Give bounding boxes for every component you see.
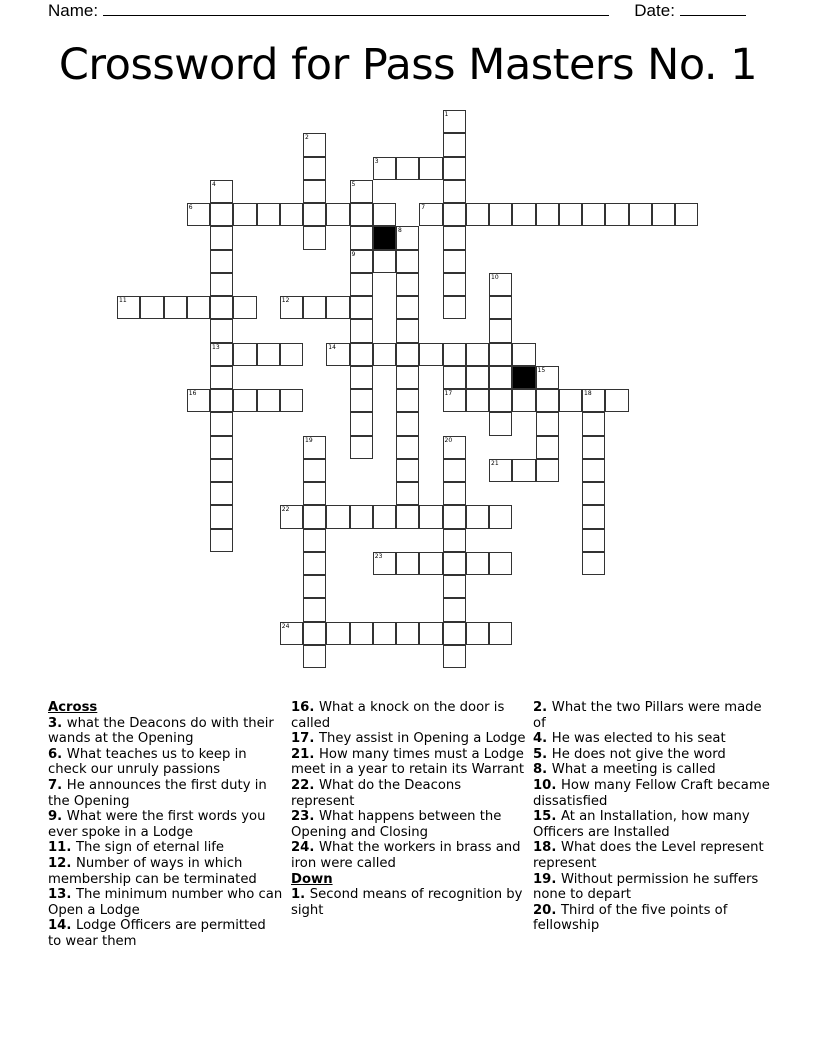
grid-cell[interactable] bbox=[419, 505, 442, 528]
grid-cell[interactable] bbox=[326, 622, 349, 645]
grid-cell[interactable] bbox=[210, 226, 233, 249]
clue-item: 24. What the workers in brass and iron were called bbox=[291, 840, 521, 871]
grid-cell[interactable] bbox=[396, 412, 419, 435]
grid-cell[interactable] bbox=[303, 529, 326, 552]
grid-cell[interactable] bbox=[210, 203, 233, 226]
grid-cell[interactable] bbox=[489, 343, 512, 366]
grid-cell[interactable] bbox=[396, 436, 419, 459]
grid-cell[interactable] bbox=[210, 366, 233, 389]
grid-cell[interactable] bbox=[350, 343, 373, 366]
clue-number: 5 bbox=[351, 180, 356, 188]
clue-number: 9 bbox=[351, 250, 356, 258]
grid-cell[interactable] bbox=[489, 552, 512, 575]
clue-number: 21 bbox=[491, 459, 499, 467]
clue-item: 2. What the two Pillars were made of bbox=[533, 700, 762, 731]
grid-cell[interactable] bbox=[652, 203, 675, 226]
grid-cell[interactable] bbox=[443, 436, 466, 459]
grid-cell[interactable] bbox=[350, 319, 373, 342]
grid-cell[interactable] bbox=[443, 296, 466, 319]
grid-cell[interactable] bbox=[210, 482, 233, 505]
clue-item: 6. What teaches us to keep in check our unruly passions bbox=[48, 746, 247, 778]
grid-cell[interactable] bbox=[396, 250, 419, 273]
grid-cell[interactable] bbox=[396, 482, 419, 505]
clue-number: 8 bbox=[398, 227, 402, 235]
grid-cell[interactable] bbox=[187, 389, 210, 412]
grid-cell[interactable] bbox=[373, 552, 396, 575]
grid-cell[interactable] bbox=[210, 529, 233, 552]
grid-cell[interactable] bbox=[396, 343, 419, 366]
grid-cell[interactable] bbox=[350, 622, 373, 645]
grid-cell[interactable] bbox=[605, 389, 628, 412]
grid-cell[interactable] bbox=[373, 343, 396, 366]
clue-number: 14 bbox=[328, 343, 336, 351]
grid-cell[interactable] bbox=[443, 250, 466, 273]
clue-item: 8. What a meeting is called bbox=[533, 762, 716, 778]
clue-item: 16. What a knock on the door is called bbox=[291, 700, 505, 731]
grid-cell[interactable] bbox=[303, 575, 326, 598]
clue-number: 24 bbox=[281, 622, 290, 630]
grid-cell[interactable] bbox=[257, 203, 280, 226]
clue-item: 3. what the Deacons do with their wands at the Opening bbox=[48, 715, 274, 747]
grid-cell[interactable] bbox=[489, 366, 512, 389]
grid-cell[interactable] bbox=[303, 226, 326, 249]
grid-cell[interactable] bbox=[443, 366, 466, 389]
grid-cell[interactable] bbox=[257, 389, 280, 412]
grid-cell[interactable] bbox=[396, 319, 419, 342]
grid-cell[interactable] bbox=[466, 366, 489, 389]
grid-cell[interactable] bbox=[303, 133, 326, 156]
grid-cell[interactable] bbox=[187, 203, 210, 226]
grid-cell[interactable] bbox=[443, 133, 466, 156]
grid-cell[interactable] bbox=[489, 296, 512, 319]
black-cell bbox=[512, 366, 535, 389]
clue-number: 16 bbox=[188, 390, 197, 397]
grid-cell[interactable] bbox=[489, 459, 512, 482]
grid-cell[interactable] bbox=[350, 296, 373, 319]
grid-cell[interactable] bbox=[210, 505, 233, 528]
grid-cell[interactable] bbox=[466, 343, 489, 366]
grid-cell[interactable] bbox=[396, 459, 419, 482]
grid-cell[interactable] bbox=[605, 203, 628, 226]
page-title: Crossword for Pass Masters No. 1 bbox=[58, 40, 758, 90]
grid-cell[interactable] bbox=[117, 296, 140, 319]
clue-item: 5. He does not give the word bbox=[533, 746, 726, 762]
grid-cell[interactable] bbox=[350, 412, 373, 435]
clue-item: 19. Without permission he suffers none to depart bbox=[533, 871, 759, 903]
grid-cell[interactable] bbox=[303, 436, 326, 459]
grid-cell[interactable] bbox=[582, 412, 605, 435]
grid-cell[interactable] bbox=[582, 203, 605, 226]
grid-cell[interactable] bbox=[443, 529, 466, 552]
clue-item: 15. At an Installation, how many Officers are Installed bbox=[533, 809, 750, 840]
grid-cell[interactable] bbox=[350, 436, 373, 459]
grid-cell[interactable] bbox=[210, 319, 233, 342]
grid-cell[interactable] bbox=[210, 459, 233, 482]
date-field[interactable] bbox=[680, 0, 746, 16]
grid-cell[interactable] bbox=[419, 203, 442, 226]
grid-cell[interactable] bbox=[210, 436, 233, 459]
clue-number: 19 bbox=[305, 436, 313, 444]
clue-number: 20 bbox=[444, 436, 453, 444]
grid-cell[interactable] bbox=[536, 389, 559, 412]
clue-number: 6 bbox=[188, 204, 193, 211]
grid-cell[interactable] bbox=[303, 180, 326, 203]
grid-cell[interactable] bbox=[466, 505, 489, 528]
grid-cell[interactable] bbox=[303, 203, 326, 226]
grid-cell[interactable] bbox=[350, 366, 373, 389]
grid-cell[interactable] bbox=[443, 203, 466, 226]
clue-number: 18 bbox=[584, 390, 592, 397]
grid-cell[interactable] bbox=[396, 296, 419, 319]
clue-item: 21. How many times must a Lodge meet in a year to retain its Warrant bbox=[291, 746, 525, 778]
grid-cell[interactable] bbox=[396, 622, 419, 645]
grid-cell[interactable] bbox=[350, 273, 373, 296]
grid-cell[interactable] bbox=[466, 622, 489, 645]
clue-number: 12 bbox=[281, 297, 290, 304]
grid-cell[interactable] bbox=[443, 389, 466, 412]
clue-item: 17. They assist in Opening a Lodge bbox=[291, 731, 526, 747]
grid-cell[interactable] bbox=[512, 203, 535, 226]
grid-cell[interactable] bbox=[303, 157, 326, 180]
grid-cell[interactable] bbox=[419, 552, 442, 575]
grid-cell[interactable] bbox=[536, 366, 559, 389]
clue-number: 2 bbox=[305, 134, 309, 142]
grid-cell[interactable] bbox=[396, 505, 419, 528]
grid-cell[interactable] bbox=[512, 459, 535, 482]
grid-cell[interactable] bbox=[350, 505, 373, 528]
grid-cell[interactable] bbox=[326, 203, 349, 226]
black-cell bbox=[373, 226, 396, 249]
grid-cell[interactable] bbox=[233, 296, 256, 319]
grid-cell[interactable] bbox=[373, 622, 396, 645]
clue-item: 12. Number of ways in which membership can be terminated bbox=[48, 855, 257, 887]
grid-cell[interactable] bbox=[512, 389, 535, 412]
name-date-header bbox=[48, 0, 746, 21]
clue-item: 14. Lodge Officers are permitted to wear them bbox=[48, 918, 266, 949]
grid-cell[interactable] bbox=[489, 389, 512, 412]
grid-cell[interactable] bbox=[419, 157, 442, 180]
clue-number: 7 bbox=[421, 204, 426, 211]
grid-cell[interactable] bbox=[280, 622, 303, 645]
grid-cell[interactable] bbox=[326, 296, 349, 319]
clues-column-1 bbox=[48, 700, 283, 950]
clue-item: 23. What happens between the Opening and Closing bbox=[291, 809, 502, 840]
clue-number: 1 bbox=[444, 111, 449, 118]
grid-cell[interactable] bbox=[489, 622, 512, 645]
clue-item: 9. What were the first words you ever spoke in a Lodge bbox=[48, 809, 266, 840]
grid-cell[interactable] bbox=[233, 343, 256, 366]
grid-cell[interactable] bbox=[443, 505, 466, 528]
clues-column-2 bbox=[291, 700, 526, 918]
clue-item: 13. The minimum number who can Open a Lodge bbox=[48, 887, 283, 918]
grid-cell[interactable] bbox=[350, 180, 373, 203]
grid-cell[interactable] bbox=[582, 389, 605, 412]
clue-item: 1. Second means of recognition by sight bbox=[291, 887, 523, 918]
grid-cell[interactable] bbox=[443, 575, 466, 598]
grid-cell[interactable] bbox=[536, 203, 559, 226]
grid-cell[interactable] bbox=[396, 226, 419, 249]
date-label: Date: bbox=[634, 1, 675, 20]
grid-cell[interactable] bbox=[559, 203, 582, 226]
grid-cell[interactable] bbox=[303, 505, 326, 528]
grid-cell[interactable] bbox=[466, 203, 489, 226]
grid-cell[interactable] bbox=[582, 436, 605, 459]
grid-cell[interactable] bbox=[396, 552, 419, 575]
clue-item: 11. The sign of eternal life bbox=[48, 840, 224, 856]
clue-number: 22 bbox=[281, 506, 290, 514]
clue-item: 7. He announces the first duty in the Opening bbox=[48, 777, 267, 809]
grid-cell[interactable] bbox=[443, 598, 466, 621]
grid-cell[interactable] bbox=[210, 343, 233, 366]
grid-cell[interactable] bbox=[350, 203, 373, 226]
grid-cell[interactable] bbox=[466, 552, 489, 575]
grid-cell[interactable] bbox=[582, 505, 605, 528]
grid-cell[interactable] bbox=[350, 250, 373, 273]
clue-item: 18. What does the Level represent represent bbox=[533, 840, 764, 871]
grid-cell[interactable] bbox=[443, 459, 466, 482]
grid-cell[interactable] bbox=[373, 250, 396, 273]
crossword-grid bbox=[117, 110, 717, 670]
grid-cell[interactable] bbox=[280, 389, 303, 412]
grid-cell[interactable] bbox=[396, 389, 419, 412]
grid-cell[interactable] bbox=[419, 622, 442, 645]
grid-cell[interactable] bbox=[303, 459, 326, 482]
clue-number: 23 bbox=[374, 552, 383, 560]
grid-cell[interactable] bbox=[164, 296, 187, 319]
grid-cell[interactable] bbox=[303, 552, 326, 575]
grid-cell[interactable] bbox=[303, 645, 326, 668]
grid-cell[interactable] bbox=[326, 343, 349, 366]
grid-cell[interactable] bbox=[489, 319, 512, 342]
grid-cell[interactable] bbox=[303, 482, 326, 505]
clue-item: 4. He was elected to his seat bbox=[533, 731, 726, 747]
grid-cell[interactable] bbox=[489, 203, 512, 226]
grid-cell[interactable] bbox=[582, 529, 605, 552]
grid-cell[interactable] bbox=[303, 622, 326, 645]
grid-cell[interactable] bbox=[280, 343, 303, 366]
grid-cell[interactable] bbox=[210, 412, 233, 435]
grid-cell[interactable] bbox=[210, 389, 233, 412]
across-heading: Across bbox=[48, 700, 98, 715]
grid-cell[interactable] bbox=[350, 226, 373, 249]
grid-cell[interactable] bbox=[443, 645, 466, 668]
grid-cell[interactable] bbox=[210, 250, 233, 273]
clue-number: 15 bbox=[537, 366, 546, 374]
grid-cell[interactable] bbox=[280, 296, 303, 319]
grid-cell[interactable] bbox=[280, 203, 303, 226]
grid-cell[interactable] bbox=[536, 412, 559, 435]
grid-cell[interactable] bbox=[582, 459, 605, 482]
grid-cell[interactable] bbox=[233, 203, 256, 226]
grid-cell[interactable] bbox=[443, 273, 466, 296]
grid-cell[interactable] bbox=[536, 459, 559, 482]
clue-number: 17 bbox=[444, 390, 453, 397]
grid-cell[interactable] bbox=[629, 203, 652, 226]
grid-cell[interactable] bbox=[536, 436, 559, 459]
grid-cell[interactable] bbox=[489, 412, 512, 435]
grid-cell[interactable] bbox=[303, 598, 326, 621]
clue-number: 11 bbox=[119, 297, 127, 304]
grid-cell[interactable] bbox=[303, 296, 326, 319]
clue-item: 10. How many Fellow Craft became dissatisfied bbox=[533, 777, 770, 809]
grid-cell[interactable] bbox=[257, 343, 280, 366]
grid-cell[interactable] bbox=[443, 157, 466, 180]
grid-cell[interactable] bbox=[210, 180, 233, 203]
clue-item: 22. What do the Deacons represent bbox=[291, 777, 462, 809]
grid-cell[interactable] bbox=[489, 273, 512, 296]
grid-cell[interactable] bbox=[280, 505, 303, 528]
grid-cell[interactable] bbox=[396, 366, 419, 389]
grid-cell[interactable] bbox=[373, 157, 396, 180]
grid-cell[interactable] bbox=[187, 296, 210, 319]
grid-cell[interactable] bbox=[373, 505, 396, 528]
clues-column-3 bbox=[533, 700, 773, 934]
grid-cell[interactable] bbox=[443, 226, 466, 249]
clue-number: 10 bbox=[491, 273, 499, 281]
grid-cell[interactable] bbox=[582, 552, 605, 575]
name-field[interactable] bbox=[103, 0, 609, 16]
grid-cell[interactable] bbox=[443, 482, 466, 505]
grid-cell[interactable] bbox=[443, 110, 466, 133]
grid-cell[interactable] bbox=[326, 505, 349, 528]
grid-cell[interactable] bbox=[582, 482, 605, 505]
grid-cell[interactable] bbox=[373, 203, 396, 226]
grid-cell[interactable] bbox=[443, 343, 466, 366]
grid-cell[interactable] bbox=[210, 273, 233, 296]
grid-cell[interactable] bbox=[419, 343, 442, 366]
grid-cell[interactable] bbox=[396, 157, 419, 180]
clue-item: 20. Third of the five points of fellowship bbox=[533, 902, 728, 934]
grid-cell[interactable] bbox=[559, 389, 582, 412]
clue-number: 3 bbox=[374, 157, 379, 165]
grid-cell[interactable] bbox=[443, 180, 466, 203]
grid-cell[interactable] bbox=[675, 203, 698, 226]
grid-cell[interactable] bbox=[140, 296, 163, 319]
grid-cell[interactable] bbox=[489, 505, 512, 528]
grid-cell[interactable] bbox=[443, 552, 466, 575]
down-heading: Down bbox=[291, 871, 333, 887]
grid-cell[interactable] bbox=[396, 273, 419, 296]
grid-cell[interactable] bbox=[233, 389, 256, 412]
grid-cell[interactable] bbox=[466, 389, 489, 412]
grid-cell[interactable] bbox=[512, 343, 535, 366]
clue-number: 4 bbox=[212, 180, 216, 188]
grid-cell[interactable] bbox=[443, 622, 466, 645]
grid-cell[interactable] bbox=[210, 296, 233, 319]
grid-cell[interactable] bbox=[350, 389, 373, 412]
name-label: Name: bbox=[48, 1, 99, 20]
clue-number: 13 bbox=[212, 343, 220, 351]
